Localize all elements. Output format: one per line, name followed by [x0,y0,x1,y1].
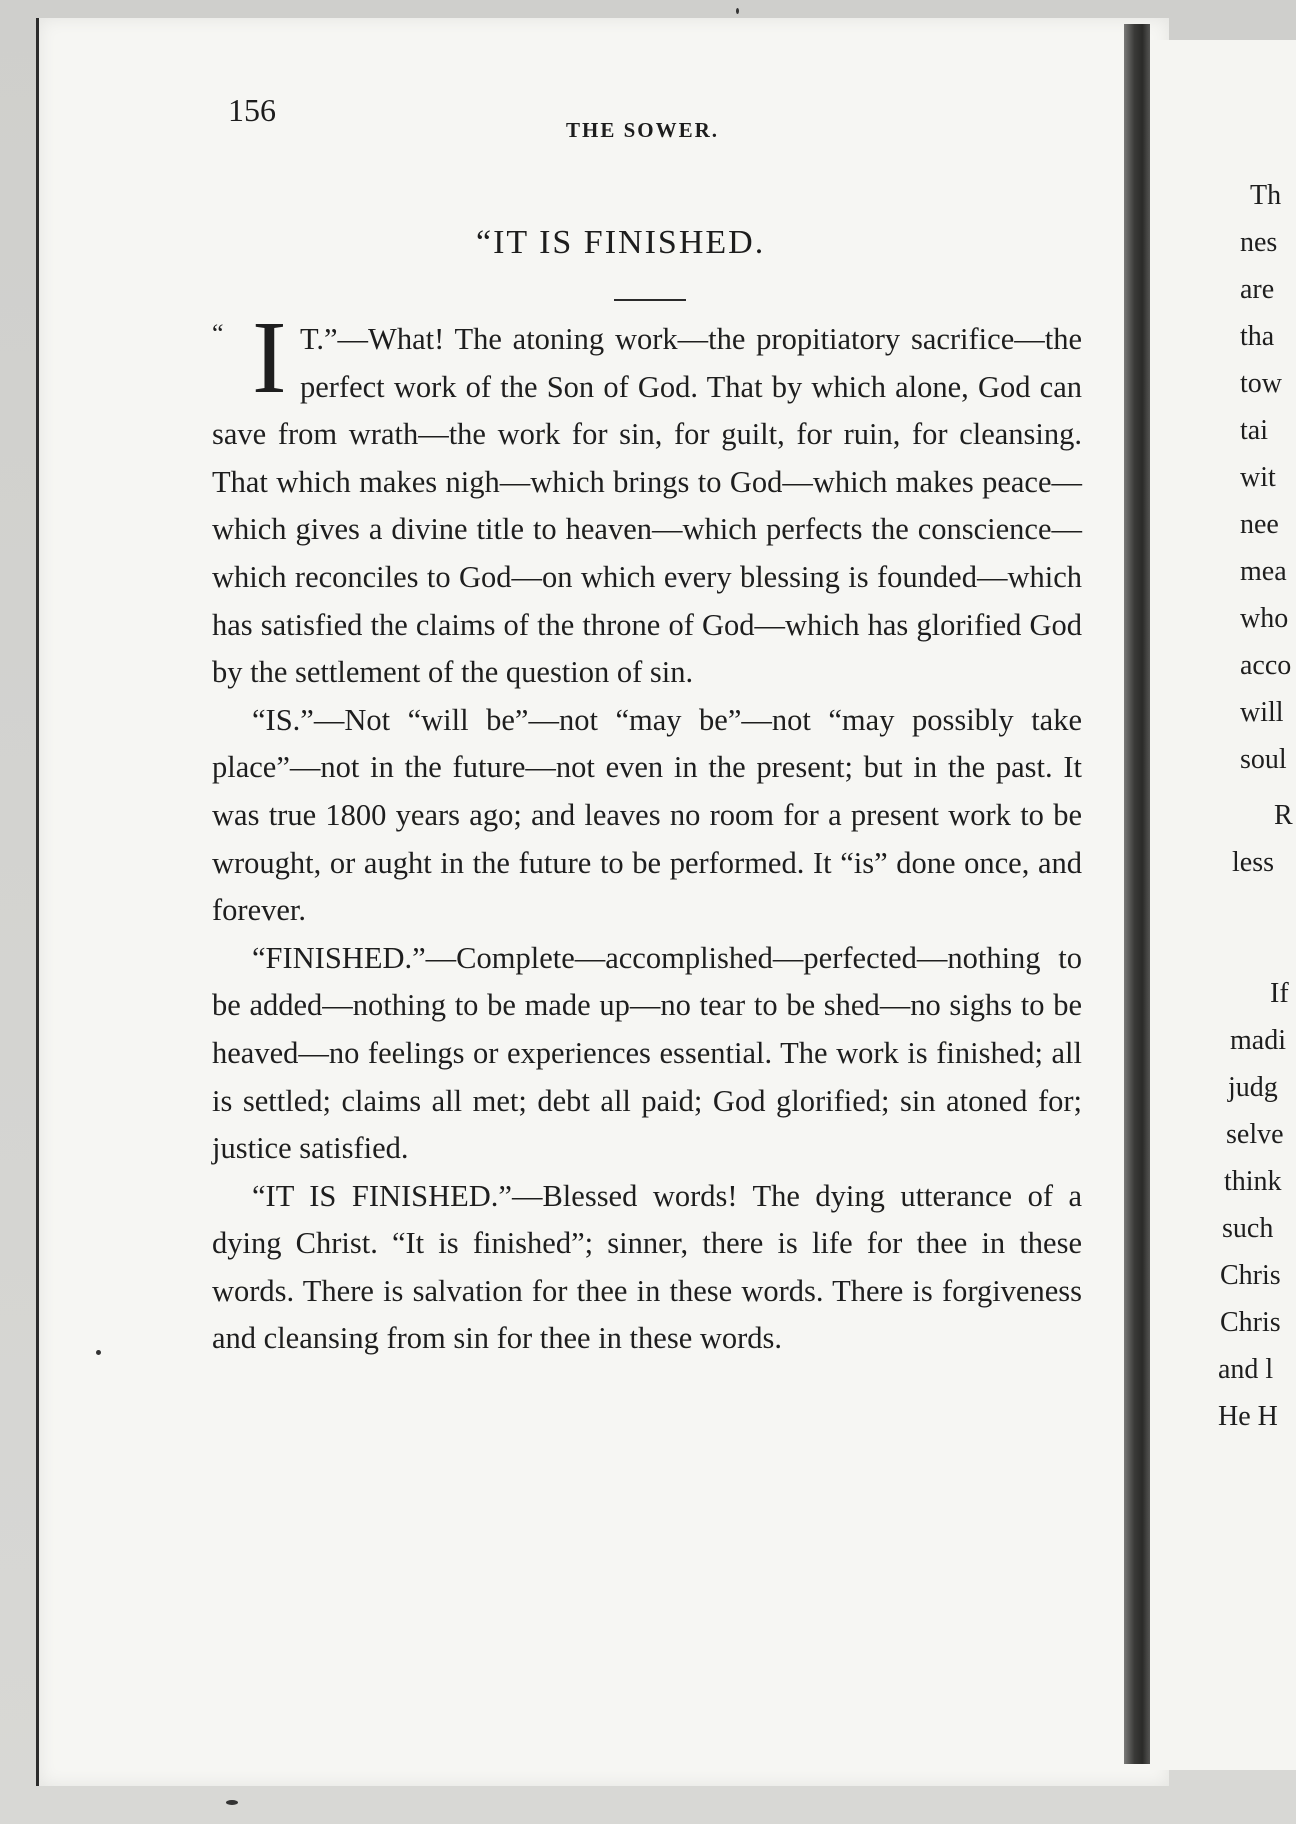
facing-page-line: will [1240,697,1284,728]
article-title: “IT IS FINISHED. [476,224,766,261]
paragraph-it-is-finished [212,1173,1082,1363]
facing-page-line: wit [1240,462,1276,493]
facing-page-line: tai [1240,415,1268,446]
facing-page-line: tow [1240,368,1282,399]
facing-page-line: If [1270,978,1289,1009]
paragraph-text: “FINISHED.”—Complete—accomplished—perfected—nothing to be added—nothing to be made up—no tear to be shed—no sighs to be heaved—no feelings or experiences essential. The work is finished; all is settled; claims all met; debt all paid; God glorified; sin atoned for; justice satisfied. [212,940,1082,1166]
paragraph-text: “IS.”—Not “will be”—not “may be”—not “may possibly take place”—not in the future—not even in the present; but in the past. It was true 1800 years ago; and leaves no room for a present work to be wrought, or aught in the future to be performed. It “is” done once, and forever. [212,702,1082,928]
facing-page-line: Chris [1220,1260,1281,1291]
facing-page-line: are [1240,274,1275,305]
dropcap [212,300,298,415]
paragraph-text: “IT IS FINISHED.”—Blessed words! The dying utterance of a dying Christ. “It is finished”; sinner, there is life for thee in these words. There is salvation for thee in these words. There is forgiveness and cleansing from sin for thee in these words. [212,1178,1082,1356]
facing-page-line: acco [1240,650,1292,681]
dropcap-letter: I [252,300,287,415]
facing-page-line: and l [1218,1354,1274,1385]
facing-page-line: He H [1218,1401,1278,1432]
dropcap-quote: “ [212,319,224,348]
scan-speck [736,8,739,14]
article-body [212,300,1082,1363]
facing-page-line: Th [1250,180,1282,211]
facing-page-line: less [1232,847,1274,878]
facing-page-line: soul [1240,744,1287,775]
facing-page-line: madi [1230,1025,1286,1056]
title-rule [614,299,686,301]
scan-speck [226,1800,238,1805]
page-number: 156 [228,92,276,128]
facing-page-line: nee [1240,509,1279,540]
facing-page-line: who [1240,603,1289,634]
paragraph-it [212,300,1082,697]
facing-page-line: R [1274,800,1293,831]
facing-page-line: selve [1226,1119,1284,1150]
facing-page-line: tha [1240,321,1275,352]
facing-page-line: judg [1228,1072,1278,1103]
scan-speck [96,1350,101,1355]
book-gutter [1124,24,1150,1764]
facing-page-line: think [1224,1166,1282,1197]
paragraph-finished [212,935,1082,1173]
facing-page-line: Chris [1220,1307,1281,1338]
paragraph-is [212,697,1082,935]
facing-page-line: such [1222,1213,1274,1244]
running-head: THE SOWER. [566,118,720,142]
paragraph-text: T.”—What! The atoning work—the propitiatory sacrifice—the perfect work of the Son of God. That by which alone, God can save from wrath—the work for sin, for guilt, for ruin, for cleansing. That which makes nigh—which brings to God—which makes peace—which gives a divine title to heaven—which perfects the conscience—which reconciles to God—on which every blessing is founded—which has satisfied the claims of the throne of God—which has glorified God by the settlement of the question of sin. [212,322,1082,690]
facing-page-line: mea [1240,556,1287,587]
facing-page-line: nes [1240,227,1278,258]
